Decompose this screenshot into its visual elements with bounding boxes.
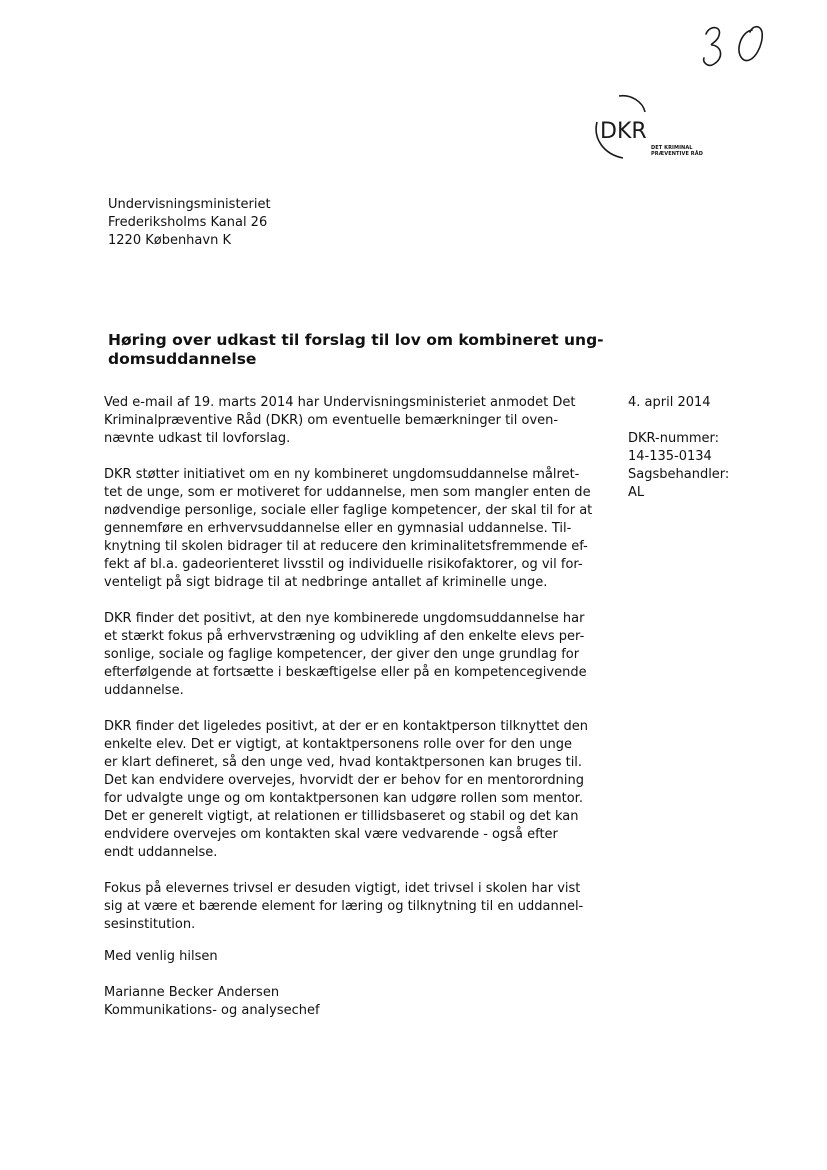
paragraph: DKR finder det positivt, at den nye kombinerede ungdomsuddannelse har et stærkt fokus på erhvervstræning og udvikling af den enkelte elevs per- sonlige, sociale og faglige kompetencer, der giver den unge grundlag for efterfølgende at fortsætte i beskæftigelse eller på en kompetencegivende uddannelse. [104,611,587,698]
signature-block [104,984,320,1020]
handwritten-page-number [700,18,780,70]
logo-text: DKR [600,119,647,144]
subject-heading [108,331,628,369]
case-officer: AL [628,485,645,500]
recipient-address [108,196,271,250]
subject-line: Høring over udkast til forslag til lov om kombineret ung- [108,331,604,349]
address-line: Frederiksholms Kanal 26 [108,215,268,230]
signer-name: Marianne Becker Andersen [104,985,280,1000]
paragraph: Fokus på elevernes trivsel er desuden vigtigt, idet trivsel i skolen har vist sig at være et bærende element for læring og tilknytning til en uddannel- sesinstitution. [104,881,584,932]
closing-greeting: Med venlig hilsen [104,949,218,964]
letter-date: 4. april 2014 [628,395,711,410]
signer-title: Kommunikations- og analysechef [104,1003,320,1018]
paragraph: Ved e-mail af 19. marts 2014 har Undervisningsministeriet anmodet Det Kriminalpræventive Råd (DKR) om eventuelle bemærkninger til oven- nævnte udkast til lovforslag. [104,395,576,446]
dkr-number-label: DKR-nummer: [628,431,720,446]
letter-metadata [628,394,729,502]
dkr-number: 14-135-0134 [628,449,712,464]
letter-body [104,394,604,952]
address-line: Undervisningsministeriet [108,197,271,212]
case-officer-label: Sagsbehandler: [628,467,730,482]
paragraph: DKR finder det ligeledes positivt, at der er en kontaktperson tilknyttet den enkelte elev. Det er vigtigt, at kontaktpersonens rolle over for den unge er klart defineret, så den unge ved, hvad kontaktpersonen kan bruges til. Det kan endvidere overvejes, hvorvidt der er behov for en mentorordning for udvalgte unge og om kontaktpersonen kan udgøre rollen som mentor. Det er generelt vigtigt, at relationen er tillidsbaseret og stabil og det kan endvidere overvejes om kontakten skal være vedvarende - også efter endt uddannelse. [104,719,589,860]
address-line: 1220 København K [108,233,231,248]
paragraph: DKR støtter initiativet om en ny kombineret ungdomsuddannelse målret- tet de unge, som er motiveret for uddannelse, men som mangler enten de nødvendige personlige, sociale eller faglige kompetencer, der skal til for at gennemføre en erhvervsuddannelse eller en gymnasial uddannelse. Til- knytning til skolen bidrager til at reducere den kriminalitetsfremmende ef- fekt af bl.a. gadeorienteret livsstil og individuelle risikofaktorer, og vil for- venteligt på sigt bidrage til at nedbringe antallet af kriminelle unge. [104,467,593,590]
subject-line: domsuddannelse [108,350,257,368]
logo-subtitle: DET KRIMINAL PRÆVENTIVE RÅD [651,145,703,157]
